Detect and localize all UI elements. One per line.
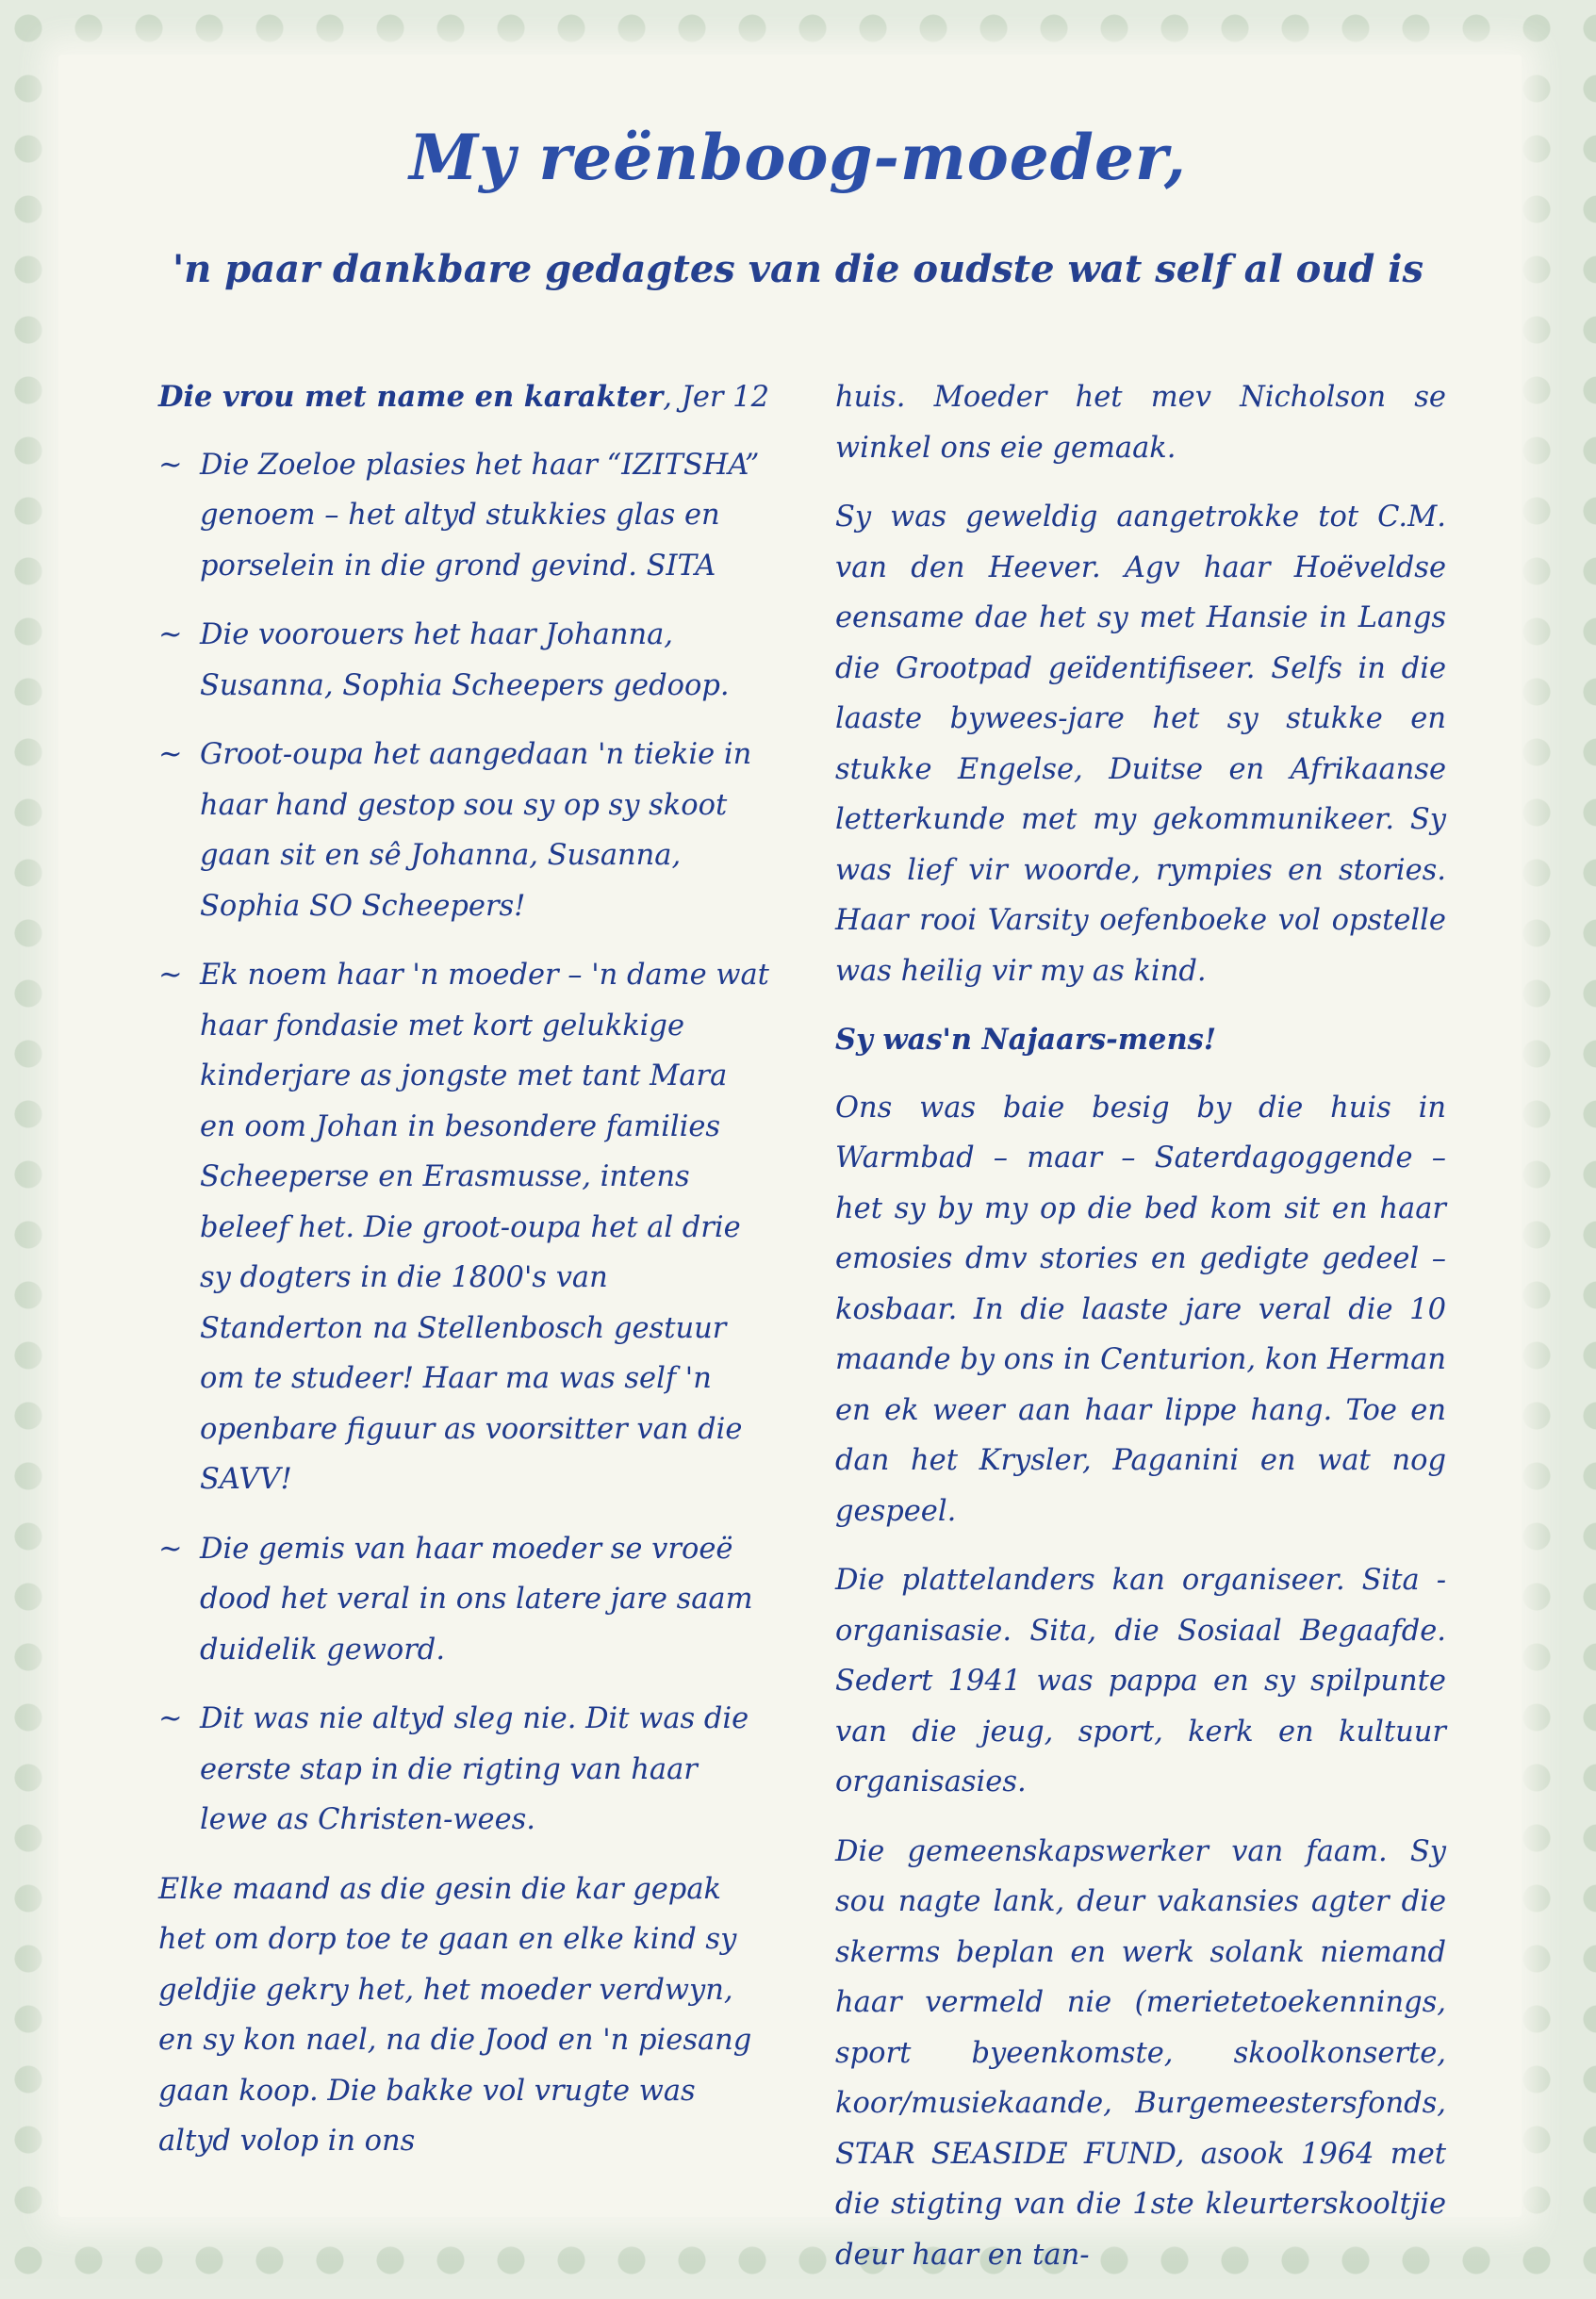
list-item [158,1694,771,1846]
paragraph: Ons was baie besig by die huis in Warmbad – maar – Saterdagoggende – het sy by my op die bed kom sit en haar emosies dmv stories en gedigte gedeel – kosbaar. In die laaste jare veral die 10 maande by ons in Centurion, kon Herman en ek weer aan haar lippe hang. Toe en dan het Krysler, Paganini en wat nog gespeel. [835,1091,1446,1528]
list-item [158,730,771,931]
page-title: My reënboog-moeder, [409,121,1187,194]
section-heading: Sy was'n Najaars-mens! [835,1023,1217,1057]
tilde-bullet: ~ [158,618,183,651]
list-item [158,950,771,1505]
list-item-text: Dit was nie altyd sleg nie. Dit was die eerste stap in die rigting van haar lewe as Christen-wees. [200,1702,749,1836]
paragraph: huis. Moeder het mev Nicholson se winkel ons eie gemaak. [835,381,1446,465]
right-column [835,372,1446,2299]
list-item [158,440,771,592]
section-heading [158,372,771,423]
list-item-text: Die Zoeloe plasies het haar “IZITSHA” genoem – het altyd stukkies glas en porselein in die grond gevind. SITA [200,448,760,583]
list-item-text: Groot-oupa het aangedaan 'n tiekie in haar hand gestop sou sy op sy skoot gaan sit en sê Johanna, Susanna, Sophia SO Scheepers! [200,738,752,923]
heading-text: Die vrou met name en karakter [158,380,664,414]
list-item [158,1524,771,1676]
paragraph: Die gemeenskapswerker van faam. Sy sou nagte lank, deur vakansies agter die skerms beplan en werk solank niemand haar vermeld nie (merietetoekennings, sport byeenkomste, skoolkonserte, koor/musiekaande, Burgemeestersfonds, STAR SEASIDE FUND, asook 1964 met die stigting van die 1ste kleurterskooltjie deur haar en tan- [835,1834,1446,2272]
list-item-text: Die voorouers het haar Johanna, Susanna, Sophia Scheepers gedoop. [200,618,730,702]
heading-reference: , Jer 12 [663,381,769,414]
tilde-bullet: ~ [158,1702,183,1735]
tilde-bullet: ~ [158,1532,183,1566]
closing-paragraph: Elke maand as die gesin die kar gepak het om dorp toe te gaan en elke kind sy geldjie gekry het, het moeder verdwyn, en sy kon nael, na die Jood en 'n piesang gaan koop. Die bakke vol vrugte was altyd volop in ons [158,1872,752,2158]
tilde-bullet: ~ [158,959,183,992]
left-column [158,372,771,2186]
list-item-text: Ek noem haar 'n moeder – 'n dame wat haar fondasie met kort gelukkige kinderjare as jongste met tant Mara en oom Johan in besondere families Scheeperse en Erasmusse, intens beleef het. Die groot-oupa het al drie sy dogters in die 1800's van Standerton na Stellenbosch gestuur om te studeer! Haar ma was self 'n openbare figuur as voorsitter van die SAVV! [200,959,769,1496]
list-item-text: Die gemis van haar moeder se vroeë dood het veral in ons latere jare saam duidelik geword. [200,1532,753,1667]
list-item [158,610,771,711]
tilde-bullet: ~ [158,448,183,482]
paragraph: Sy was geweldig aangetrokke tot C.M. van den Heever. Agv haar Hoëveldse eensame dae het sy met Hansie in Langs die Grootpad geïdentifiseer. Selfs in die laaste bywees-jare het sy stukke en stukke Engelse, Duitse en Afrikaanse letterkunde met my gekommunikeer. Sy was lief vir woorde, rympies en stories. Haar rooi Varsity oefenboeke vol opstelle was heilig vir my as kind. [835,501,1446,988]
tilde-bullet: ~ [158,738,183,771]
page-subtitle: 'n paar dankbare gedagtes van die oudste wat self al oud is [173,247,1423,291]
paragraph: Die plattelanders kan organiseer. Sita - organisasie. Sita, die Sosiaal Begaafde. Sedert 1941 was pappa en sy spilpunte van die jeug, sport, kerk en kultuur organisasies. [835,1564,1446,1798]
